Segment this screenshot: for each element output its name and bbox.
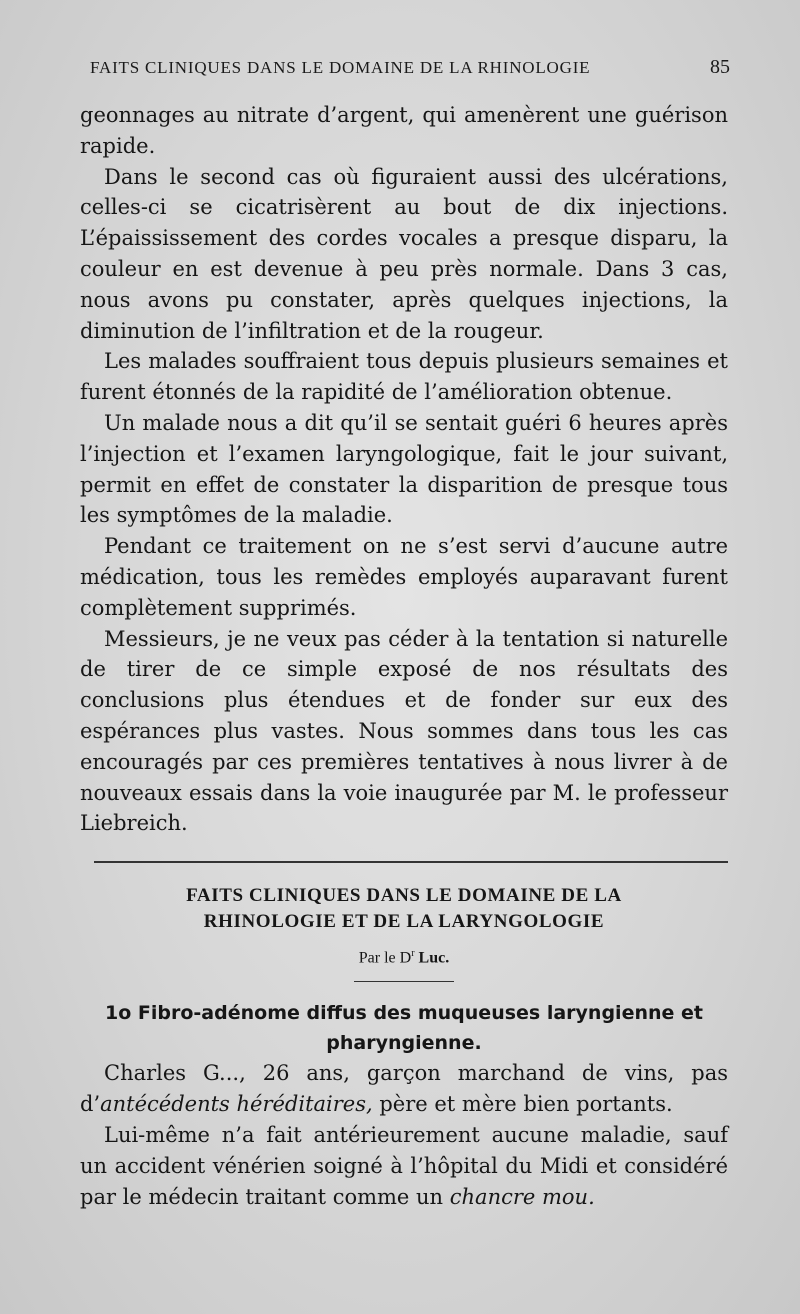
- case-text-italic: chancre mou.: [449, 1184, 595, 1209]
- case-text: père et mère bien portants.: [372, 1092, 673, 1117]
- section-title-line: FAITS CLINIQUES DANS LE DOMAINE DE LA: [186, 885, 622, 907]
- byline: [80, 943, 728, 969]
- running-header: [90, 58, 730, 78]
- section-title: [80, 883, 728, 935]
- section-title-line: RHINOLOGIE ET DE LA LARYNGOLOGIE: [203, 911, 605, 933]
- case-text: Lui-même n’a fait antérieurement aucune maladie, sauf un accident vénérien soigné à l’hôpital du Midi et considéré par le médecin traitant comme un: [80, 1123, 728, 1209]
- byline-prefix: Par le D: [358, 949, 412, 967]
- byline-author: Luc.: [418, 949, 450, 967]
- subsection-heading: [80, 998, 728, 1058]
- byline-superscript: r: [411, 948, 415, 960]
- page-number: 85: [710, 56, 730, 78]
- section-divider: [94, 861, 728, 863]
- paragraph-continued: geonnages au nitrate d’argent, qui amenèrent une guérison rapide.: [80, 103, 728, 158]
- paragraph: Messieurs, je ne veux pas céder à la tentation si naturelle de tirer de ce simple exposé de nos résultats des conclusions plus étendues et de fonder sur eux des espérances plus vastes. Nous sommes dans tous les cas encouragés par ces premières tentatives à nous livrer à de nouveaux essais dans la voie inaugurée par M. le professeur Liebreich.: [80, 626, 728, 836]
- subsection-heading-line: 1o Fibro-adénome diffus des muqueuses laryngienne et: [105, 1002, 703, 1025]
- paragraph: Un malade nous a dit qu’il se sentait guéri 6 heures après l’injection et l’examen laryngologique, fait le jour suivant, permit en effet de constater la disparition de presque tous les symptômes de la maladie.: [80, 410, 728, 528]
- paragraph: Dans le second cas où figuraient aussi des ulcérations, celles-ci se cicatrisèrent au bout de dix injections. L’épaississement des cordes vocales a presque disparu, la couleur en est devenue à peu près normale. Dans 3 cas, nous avons pu constater, après quelques injections, la diminution de l’infiltration et de la rougeur.: [80, 164, 728, 343]
- case-paragraph: [80, 1058, 728, 1120]
- short-divider: [354, 981, 454, 982]
- case-paragraph: [80, 1120, 728, 1212]
- case-text-italic: antécédents héréditaires,: [100, 1092, 373, 1117]
- paragraph: Les malades souffraient tous depuis plusieurs semaines et furent étonnés de la rapidité de l’amélioration obtenue.: [80, 349, 728, 405]
- subsection-heading-line: pharyngienne.: [326, 1032, 482, 1055]
- paragraph: Pendant ce traitement on ne s’est servi d’aucune autre médication, tous les remèdes employés auparavant furent complètement supprimés.: [80, 534, 728, 620]
- page-body: [80, 100, 728, 1212]
- case-text: Charles G..., 26 ans, garçon marchand de vins, pas d’: [80, 1061, 728, 1117]
- running-title: FAITS CLINIQUES DANS LE DOMAINE DE LA RHINOLOGIE: [90, 58, 591, 77]
